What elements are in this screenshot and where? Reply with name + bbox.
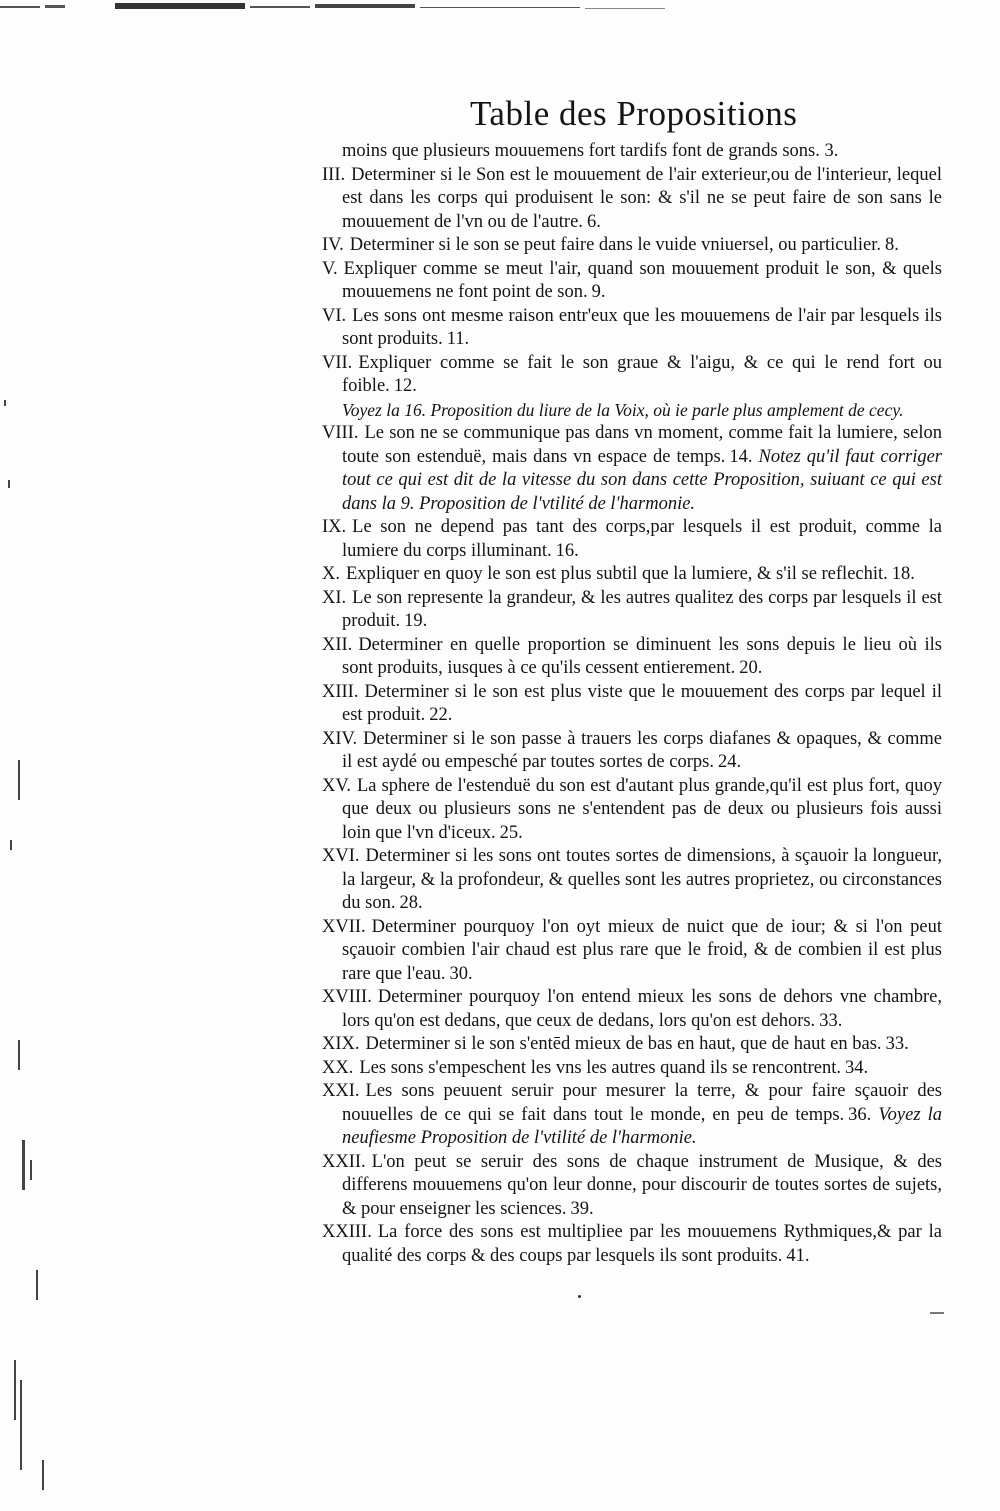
entries-list	[322, 164, 942, 1269]
proposition-entry	[322, 1080, 942, 1151]
proposition-entry	[322, 1033, 942, 1057]
proposition-number: VI.	[322, 305, 347, 326]
proposition-entry	[322, 634, 942, 681]
proposition-number: XV.	[322, 775, 351, 796]
proposition-entry	[322, 845, 942, 916]
proposition-number: VII.	[322, 352, 353, 373]
cross-reference-note: Voyez la 16. Proposition du liure de la Voix, où ie parle plus amplement de cecy.	[342, 399, 904, 420]
proposition-text: Le son ne se communique pas dans vn moment, comme fait la lumiere, selon toute son estenduë, mais dans vn espace de temps.	[342, 423, 942, 467]
proposition-number: V.	[322, 258, 338, 279]
scan-edge-artifact	[0, 0, 1000, 18]
proposition-entry	[322, 681, 942, 728]
proposition-number: VIII.	[322, 423, 359, 443]
proposition-text: Determiner si le son passe à trauers les corps diafanes & opaques, & comme il est aydé ou empesché par toutes sortes de corps.	[342, 728, 942, 772]
proposition-number: XI.	[322, 587, 347, 608]
proposition-number: XIV.	[322, 728, 358, 749]
proposition-text: Les sons ont mesme raison entr'eux que les mouuemens de l'air par lesquels ils sont produits.	[342, 305, 942, 349]
page-number: 41.	[786, 1245, 810, 1266]
proposition-text: Determiner pourquoy l'on oyt mieux de nuict que de iour; & si l'on peut sçauoir combien l'air chaud est plus rare que le froid, & de combien il est plus rare que l'eau.	[342, 916, 942, 984]
proposition-text: Le son represente la grandeur, & les autres qualitez des corps par lesquels il est produit.	[342, 587, 942, 631]
page-number: 36.	[848, 1104, 872, 1125]
page-number: 33.	[885, 1034, 909, 1054]
proposition-number: IV.	[322, 235, 344, 255]
continued-entry-text: moins que plusieurs mouuemens fort tardifs font de grands sons. 3.	[342, 141, 839, 161]
proposition-text: Expliquer comme se meut l'air, quand son mouuement produit le son, & quels mouuemens ne font point de son.	[342, 258, 942, 302]
page-number: 9.	[591, 282, 606, 302]
proposition-number: XVIII.	[322, 987, 372, 1007]
proposition-number: XIX.	[322, 1034, 360, 1054]
page-number: 20.	[739, 658, 763, 678]
table-of-propositions	[322, 140, 942, 1268]
page-number: 12.	[393, 376, 417, 396]
proposition-text: Determiner si le son s'entēd mieux de bas en haut, que de haut en bas.	[365, 1034, 882, 1054]
cross-reference-note: Notez qu'il faut corriger tout ce qui est dit de la vitesse du son dans cette Proposition, suiuant ce qui est dans la 9. Proposition de l'vtilité de l'harmonie.	[342, 446, 943, 514]
proposition-number: XX.	[322, 1057, 354, 1078]
proposition-text: La force des sons est multipliee par les mouuemens Rythmiques,& par la qualité des corps & des coups par lesquels ils sont produits.	[342, 1222, 942, 1266]
proposition-text: Determiner en quelle proportion se diminuent les sons depuis le lieu où ils sont produits, iusques à ce qu'ils cessent entierement.	[342, 634, 942, 678]
proposition-text: Le son ne depend pas tant des corps,par lesquels il est produit, comme la lumiere du corps illuminant.	[342, 517, 942, 561]
proposition-text: Les sons s'empeschent les vns les autres quand ils se rencontrent.	[359, 1057, 842, 1078]
page-number: 19.	[404, 611, 428, 631]
page-number: 14.	[729, 446, 753, 467]
proposition-text: Expliquer en quoy le son est plus subtil que la lumiere, & s'il se reflechit.	[346, 564, 888, 584]
proposition-entry	[322, 916, 942, 987]
proposition-text: La sphere de l'estenduë du son est d'autant plus grande,qu'il est plus fort, quoy que deux ou plusieurs sons ne s'entendent pas de deux ou plusieurs fois aussi loin que l'vn d'iceux.	[342, 775, 942, 843]
proposition-text: Determiner si les sons ont toutes sortes de dimensions, à sçauoir la longueur, la largeur, & la profondeur, & quelles sont les autres proprietez, ou circonstances du son.	[342, 846, 942, 913]
page-number: 11.	[446, 329, 470, 349]
proposition-number: XVII.	[322, 916, 366, 937]
proposition-entry	[322, 258, 942, 305]
proposition-entry	[322, 986, 942, 1033]
proposition-number: X.	[322, 564, 340, 584]
proposition-number: XVI.	[322, 846, 360, 866]
proposition-text: L'on peut se seruir des sons de chaque instrument de Musique, & des differens mouuemens qu'on leur donne, pour discourir de toutes sortes de sujets, & pour enseigner les sciences.	[342, 1151, 942, 1219]
page-number: 8.	[884, 235, 899, 255]
proposition-entry	[322, 234, 942, 258]
proposition-text: Determiner pourquoy l'on entend mieux les sons de dehors vne chambre, lors qu'on est dedans, que ceux de dedans, lors qu'on est dehors.	[342, 987, 942, 1031]
proposition-entry	[322, 775, 942, 846]
proposition-text: Determiner si le Son est le mouuement de l'air exterieur,ou de l'interieur, lequel est dans les corps qui produisent le son: & s'il ne se peut faire de son sans le mouuement de l'vn ou de l'autre.	[342, 164, 942, 232]
page-number: 33.	[819, 1010, 843, 1031]
proposition-number: XIII.	[322, 681, 359, 702]
proposition-entry	[322, 305, 942, 352]
proposition-text: Les sons peuuent seruir pour mesurer la terre, & pour faire sçauoir des nouuelles de ce qui se fait dans tout le monde, en peu de temps.	[342, 1081, 942, 1125]
proposition-number: XXI.	[322, 1081, 360, 1101]
proposition-number: IX.	[322, 517, 347, 537]
proposition-entry	[322, 1057, 942, 1081]
page-number: 24.	[717, 752, 742, 772]
proposition-number: XXII.	[322, 1151, 366, 1172]
left-margin-artifacts	[0, 380, 60, 1500]
page-number: 6.	[586, 211, 601, 232]
running-head: Table des Propositions	[470, 94, 798, 133]
ink-mark	[930, 1312, 944, 1314]
proposition-number: XII.	[322, 634, 353, 655]
proposition-entry	[322, 1221, 942, 1268]
ink-speck	[578, 1295, 581, 1298]
cross-reference-note: Voyez la neufiesme Proposition de l'vtilité de l'harmonie.	[342, 1104, 942, 1148]
proposition-text: Expliquer comme se fait le son graue & l'aigu, & ce qui le rend fort ou foible.	[342, 352, 942, 396]
proposition-text: Determiner si le son est plus viste que le mouuement des corps par lequel il est produit.	[342, 681, 942, 725]
page-number: 22.	[429, 705, 453, 725]
page-number: 16.	[555, 540, 579, 561]
proposition-entry	[322, 516, 942, 563]
proposition-entry	[322, 587, 942, 634]
proposition-entry	[322, 563, 942, 587]
page-number: 39.	[570, 1198, 594, 1219]
proposition-entry	[322, 422, 942, 516]
proposition-entry	[322, 728, 942, 775]
proposition-number: XXIII.	[322, 1222, 372, 1242]
proposition-entry	[322, 164, 942, 235]
proposition-number: III.	[322, 164, 346, 185]
proposition-entry	[322, 352, 942, 399]
page-number: 18.	[891, 564, 915, 584]
proposition-text: Determiner si le son se peut faire dans le vuide vniuersel, ou particulier.	[349, 235, 881, 255]
page-number: 28.	[399, 893, 423, 913]
proposition-entry	[322, 1151, 942, 1222]
page-number: 34.	[845, 1057, 869, 1078]
page-number: 25.	[499, 822, 523, 843]
page-number: 30.	[449, 963, 473, 984]
